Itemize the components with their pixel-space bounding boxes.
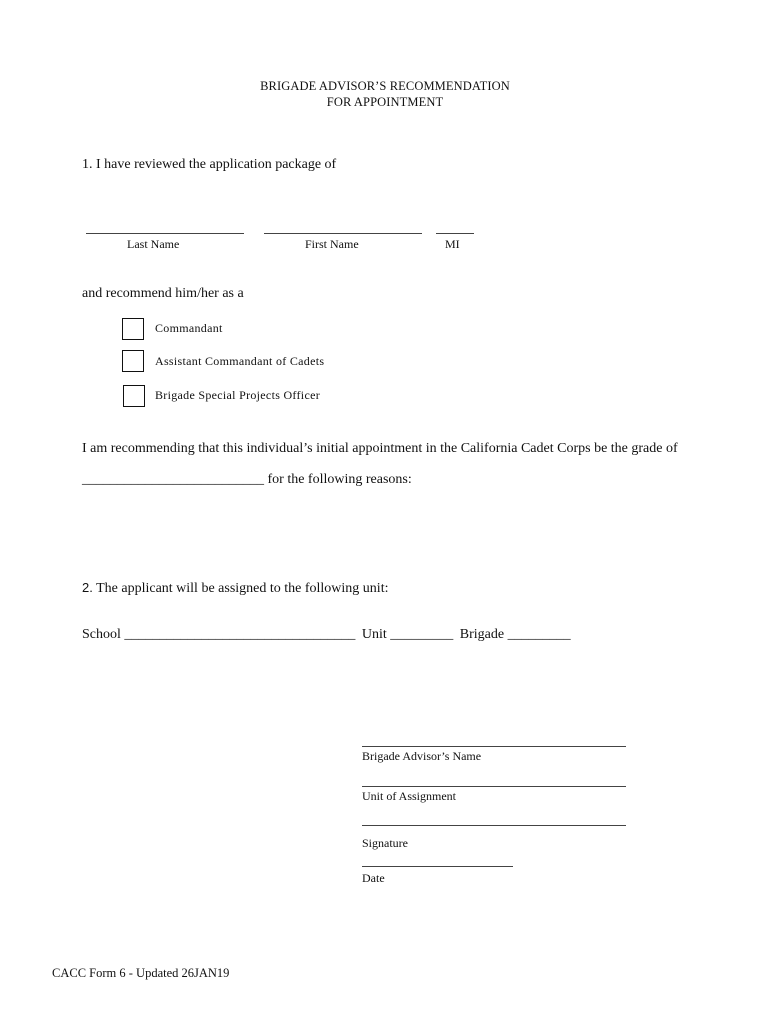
first-name-field[interactable] — [264, 233, 422, 234]
section2-intro: The applicant will be assigned to the following unit: — [96, 581, 389, 596]
section2-number: 2. — [82, 580, 93, 595]
form-title-line1: BRIGADE ADVISOR’S RECOMMENDATION — [260, 79, 510, 93]
unit-of-assignment-label: Unit of Assignment — [362, 789, 457, 803]
special-projects-checkbox[interactable] — [123, 385, 145, 407]
unit-assignment-line — [82, 627, 571, 643]
date-label: Date — [362, 871, 385, 885]
reasons-text: for the following reasons: — [267, 472, 412, 487]
form-title-line2: FOR APPOINTMENT — [326, 95, 444, 109]
recommend-text: and recommend him/her as a — [82, 286, 244, 301]
form-footer-id: CACC Form 6 - Updated 26JAN19 — [52, 966, 230, 980]
unit-label: Unit — [361, 627, 387, 642]
grade-field[interactable] — [82, 472, 412, 488]
mi-field[interactable] — [436, 233, 474, 234]
last-name-field[interactable] — [86, 233, 244, 234]
brigade-field[interactable]: _________ — [507, 627, 571, 642]
mi-label: MI — [445, 237, 460, 251]
special-projects-label: Brigade Special Projects Officer — [155, 388, 320, 402]
brigade-label: Brigade — [459, 627, 505, 642]
commandant-label: Commandant — [155, 321, 223, 335]
commandant-checkbox[interactable] — [122, 318, 144, 340]
advisor-name-label: Brigade Advisor’s Name — [362, 749, 482, 763]
last-name-label: Last Name — [127, 237, 180, 251]
grade-sentence: I am recommending that this individual’s initial appointment in the California Cadet Corps be the grade of — [82, 441, 678, 456]
school-label: School — [82, 627, 121, 642]
signature-field[interactable] — [362, 825, 626, 826]
section1-intro: 1. I have reviewed the application package of — [82, 157, 337, 172]
assistant-commandant-checkbox[interactable] — [122, 350, 144, 372]
advisor-name-field[interactable] — [362, 746, 626, 747]
section2-intro-line — [82, 580, 388, 597]
school-field[interactable]: _________________________________ — [124, 627, 356, 642]
date-field[interactable] — [362, 866, 513, 867]
signature-label: Signature — [362, 836, 408, 850]
unit-field[interactable]: _________ — [390, 627, 454, 642]
grade-blank: __________________________ — [82, 472, 264, 487]
first-name-label: First Name — [305, 237, 359, 251]
assistant-commandant-label: Assistant Commandant of Cadets — [155, 354, 325, 368]
unit-of-assignment-field[interactable] — [362, 786, 626, 787]
